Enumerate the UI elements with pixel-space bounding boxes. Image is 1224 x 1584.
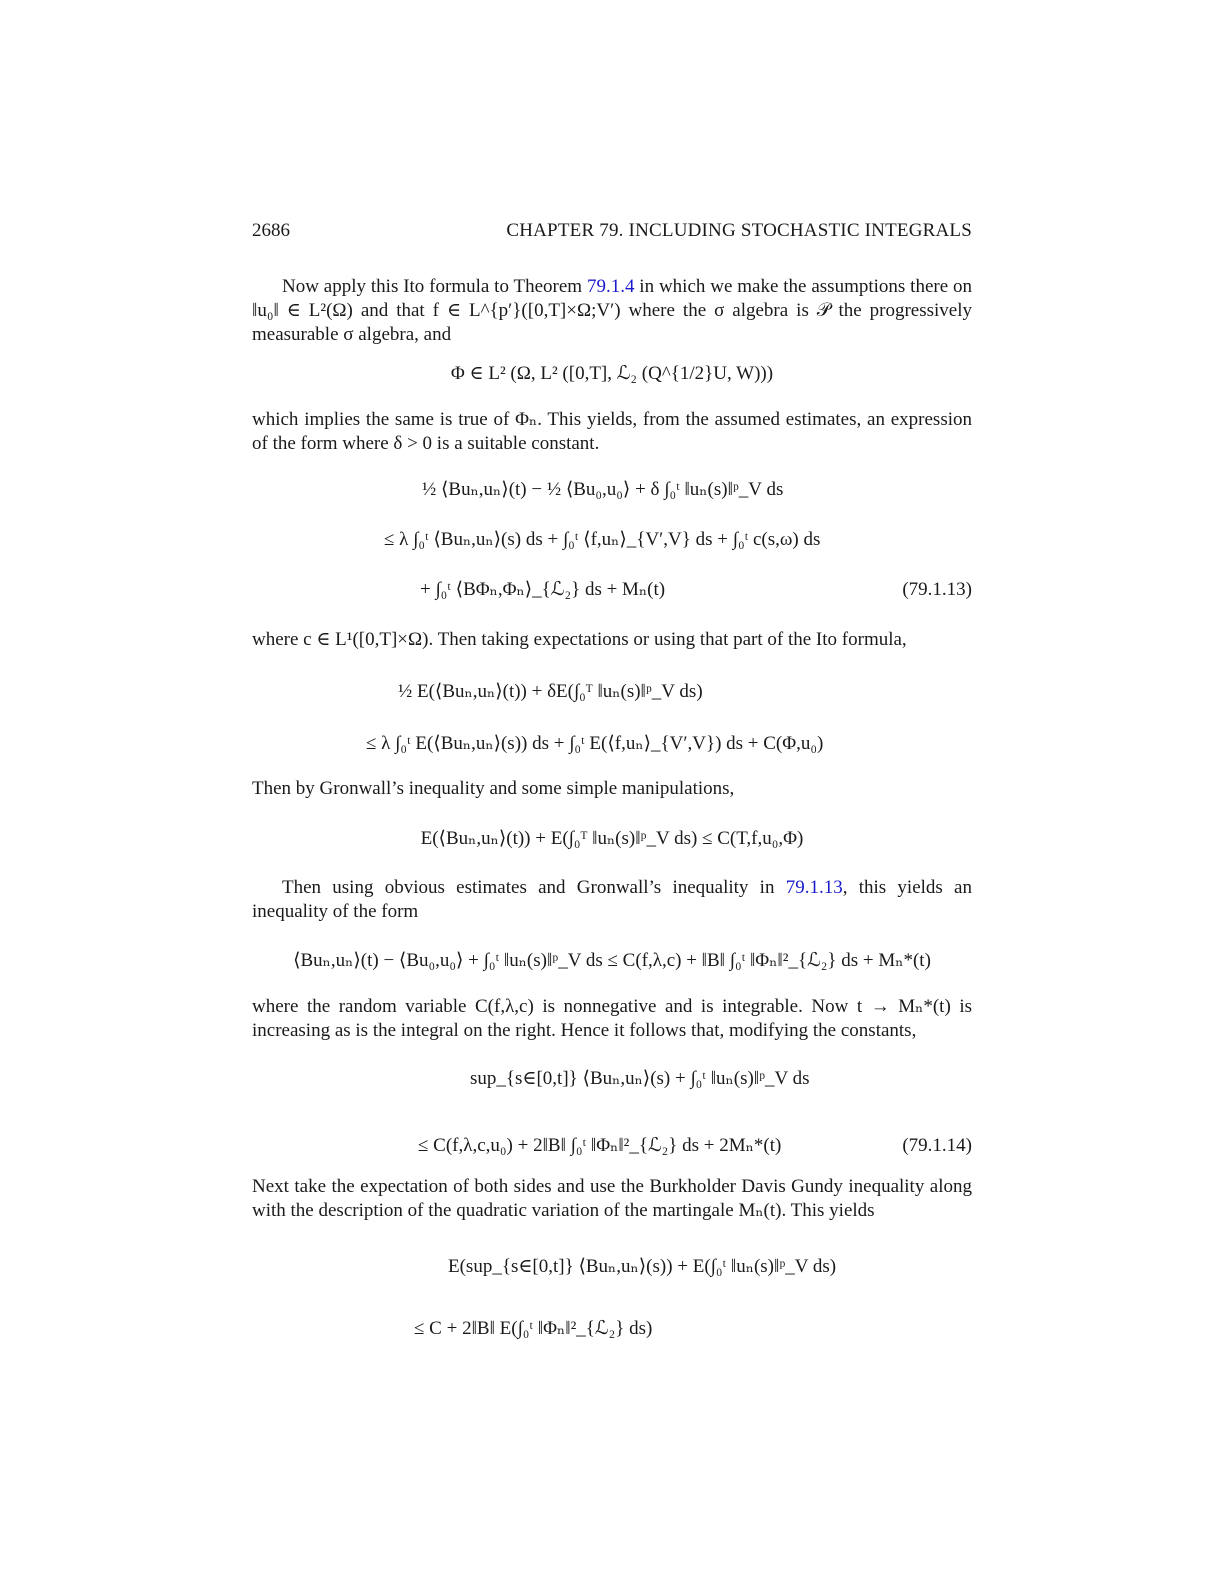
- paragraph-5-text-b: , this yields an inequality of the form: [252, 877, 972, 922]
- equation-bdg-line-2: [252, 1317, 972, 1341]
- chapter-title: CHAPTER 79. INCLUDING STOCHASTIC INTEGRALS: [506, 220, 972, 241]
- equation-79-1-13-line-1: [252, 478, 972, 502]
- equation-79-1-13-line-1-text: ½ ⟨Buₙ,uₙ⟩(t) − ½ ⟨Bu₀,u₀⟩ + δ ∫₀ᵗ ‖uₙ(s)‖ᵖ_V ds: [422, 479, 784, 500]
- equation-79-1-14-line-2-text: ≤ C(f,λ,c,u₀) + 2‖B‖ ∫₀ᵗ ‖Φₙ‖²_{ℒ₂} ds + 2Mₙ*(t): [418, 1135, 782, 1156]
- theorem-link[interactable]: 79.1.4: [586, 276, 635, 297]
- equation-79-1-14-line-1: [252, 1067, 972, 1091]
- equation-79-1-13-line-3-text: + ∫₀ᵗ ⟨BΦₙ,Φₙ⟩_{ℒ₂} ds + Mₙ(t): [420, 579, 666, 600]
- equation-inequality-form-text: ⟨Buₙ,uₙ⟩(t) − ⟨Bu₀,u₀⟩ + ∫₀ᵗ ‖uₙ(s)‖ᵖ_V ds ≤ C(f,λ,c) + ‖B‖ ∫₀ᵗ ‖Φₙ‖²_{ℒ₂} ds + Mₙ*(t): [293, 950, 931, 971]
- paragraph-5: [252, 876, 972, 924]
- paragraph-2: which implies the same is true of Φₙ. This yields, from the assumed estimates, an expression of the form where δ > 0 is a suitable constant.: [252, 409, 972, 454]
- equation-bdg-line-1-text: E(sup_{s∈[0,t]} ⟨Buₙ,uₙ⟩(s)) + E(∫₀ᵗ ‖uₙ(s)‖ᵖ_V ds): [448, 1256, 837, 1277]
- equation-79-1-13-line-2-text: ≤ λ ∫₀ᵗ ⟨Buₙ,uₙ⟩(s) ds + ∫₀ᵗ ⟨f,uₙ⟩_{V′,V} ds + ∫₀ᵗ c(s,ω) ds: [384, 529, 821, 550]
- equation-79-1-13-line-3: [252, 578, 972, 602]
- paragraph-3: where c ∈ L¹([0,T]×Ω). Then taking expectations or using that part of the Ito formula,: [252, 629, 907, 650]
- paragraph-7: Next take the expectation of both sides and use the Burkholder Davis Gundy inequality along with the description of the quadratic variation of the martingale Mₙ(t). This yields: [252, 1176, 972, 1221]
- page-number: 2686: [252, 220, 290, 241]
- equation-expectation-line-2: [252, 732, 972, 756]
- equation-link[interactable]: 79.1.13: [785, 877, 843, 898]
- equation-79-1-14-line-2: [252, 1134, 972, 1158]
- paragraph-6: where the random variable C(f,λ,c) is nonnegative and is integrable. Now t → Mₙ*(t) is increasing as is the integral on the right. Hence it follows that, modifying the constants,: [252, 996, 972, 1041]
- equation-gronwall: [252, 827, 972, 851]
- equation-number-79-1-14: (79.1.14): [902, 1135, 972, 1156]
- equation-phi-space-text: Φ ∈ L² (Ω, L² ([0,T], ℒ₂ (Q^{1/2}U, W))): [450, 363, 774, 384]
- paragraph-1-text-b: in which we make the assumptions there on ‖u₀‖ ∈ L²(Ω) and that f ∈ L^{p′}([0,T]×Ω;V′) where the σ algebra is 𝒫 the progressively measurable σ algebra, and: [252, 276, 973, 345]
- equation-bdg-line-2-text: ≤ C + 2‖B‖ E(∫₀ᵗ ‖Φₙ‖²_{ℒ₂} ds): [414, 1318, 653, 1339]
- equation-phi-space: [252, 362, 972, 386]
- equation-bdg-line-1: [252, 1255, 972, 1279]
- equation-expectation-line-2-text: ≤ λ ∫₀ᵗ E(⟨Buₙ,uₙ⟩(s)) ds + ∫₀ᵗ E(⟨f,uₙ⟩_{V′,V}) ds + C(Φ,u₀): [366, 733, 824, 754]
- equation-expectation-line-1-text: ½ E(⟨Buₙ,uₙ⟩(t)) + δE(∫₀ᵀ ‖uₙ(s)‖ᵖ_V ds): [398, 681, 703, 702]
- paragraph-5-text-a: Then using obvious estimates and Gronwall’s inequality in: [282, 877, 786, 898]
- paragraph-4: Then by Gronwall’s inequality and some simple manipulations,: [252, 778, 735, 799]
- paragraph-1-text-a: Now apply this Ito formula to Theorem: [282, 276, 587, 297]
- equation-gronwall-text: E(⟨Buₙ,uₙ⟩(t)) + E(∫₀ᵀ ‖uₙ(s)‖ᵖ_V ds) ≤ C(T,f,u₀,Φ): [420, 828, 804, 849]
- equation-79-1-14-line-1-text: sup_{s∈[0,t]} ⟨Buₙ,uₙ⟩(s) + ∫₀ᵗ ‖uₙ(s)‖ᵖ_V ds: [470, 1068, 810, 1089]
- equation-expectation-line-1: [252, 680, 972, 704]
- equation-number-79-1-13: (79.1.13): [902, 579, 972, 600]
- equation-inequality-form: [252, 949, 972, 973]
- paragraph-1: [252, 275, 972, 347]
- equation-79-1-13-line-2: [252, 528, 972, 552]
